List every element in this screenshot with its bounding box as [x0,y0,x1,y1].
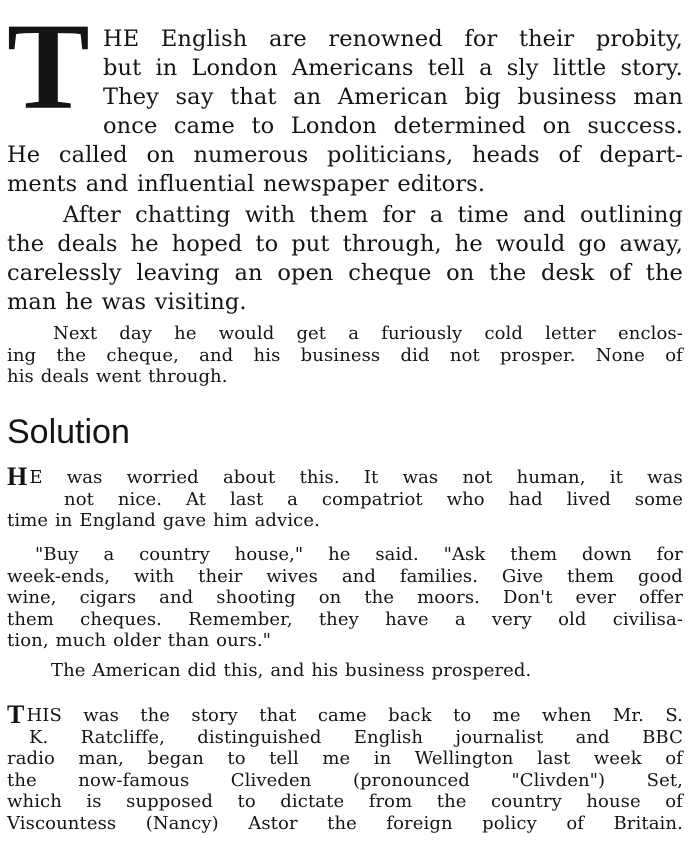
text-line: Viscountess (Nancy) Astor the foreign policy of Britain. [7,812,683,834]
text-line [7,700,683,729]
drop-cap: T [7,0,90,135]
text-line: He called on numerous politicians, heads of depart- [7,142,683,168]
text-line: tion, much older than ours." [7,630,272,651]
initial-letter: T [7,700,25,729]
text-line: radio man, began to tell me in Wellington last week of [7,748,683,769]
text-line: man he was visiting. [7,289,247,315]
text-line: once came to London determined on success. [103,113,683,139]
text-line: Next day he would get a furiously cold letter enclos- [53,323,683,344]
intro-paragraph [7,25,683,199]
quote-paragraph [7,544,683,652]
text-line: carelessly leaving an open cheque on the desk of the [7,260,683,286]
text-line: "Buy a country house," he said. "Ask them down for [35,544,683,565]
text-line: HE English are renowned for their probity, [103,26,683,52]
prosper-paragraph [7,660,683,682]
text-line: ments and influential newspaper editors. [7,171,486,197]
text-line: wine, cigars and shooting on the moors. Don't ever offer [7,587,683,608]
text-line: them cheques. Remember, they have a very old civilisa- [7,608,683,630]
text-line-body: E was worried about this. It was not human, it was [29,467,683,488]
text-line: week-ends, with their wives and families. Give them good [7,565,683,587]
text-line-body: HIS was the story that came back to me when Mr. S. [26,705,683,726]
section-heading: Solution [7,413,130,451]
solution-paragraph [7,462,683,532]
paragraph-3 [7,323,683,388]
text-line: K. Ratcliffe, distinguished English journalist and BBC [29,726,683,748]
text-line [7,462,683,491]
this-paragraph [7,700,683,834]
text-line: the deals he hoped to put through, he would go away, [7,231,683,257]
text-line: They say that an American big business man [103,84,683,110]
text-line: not nice. At last a compatriot who had lived some [64,488,683,510]
text-line: time in England gave him advice. [7,510,320,531]
text-line: The American did this, and his business prospered. [51,660,532,681]
text-line: his deals went through. [7,366,228,387]
text-line: the now-famous Cliveden (pronounced "Clivden") Set, [7,769,683,791]
paragraph-2 [7,201,683,317]
initial-letter: H [7,462,28,491]
text-line: After chatting with them for a time and outlining [63,202,683,228]
text-line: but in London Americans tell a sly little story. [103,55,683,81]
text-line: ing the cheque, and his business did not prosper. None of [7,344,683,366]
text-line: which is supposed to dictate from the country house of [7,791,683,812]
